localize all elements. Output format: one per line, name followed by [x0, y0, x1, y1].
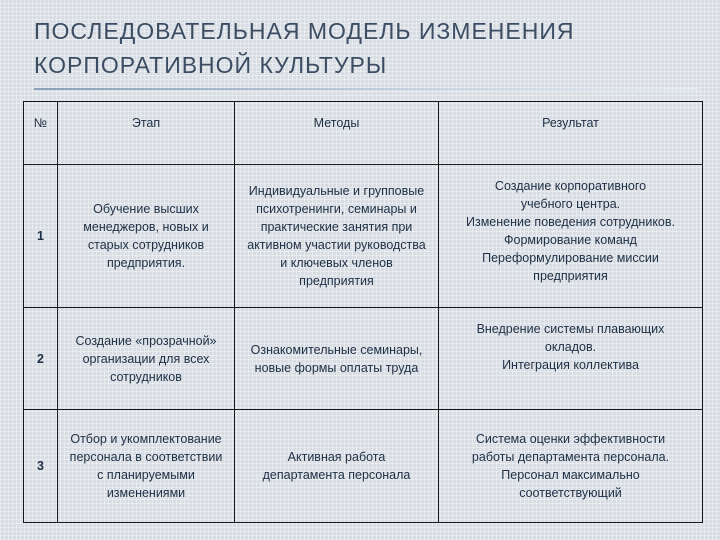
cell-line: Создание «прозрачной» [75, 333, 217, 348]
slide-title-line: КОРПОРАТИВНОЙ КУЛЬТУРЫ [34, 52, 388, 78]
header-number: № [24, 102, 58, 165]
cell-line: практические занятия при [260, 220, 413, 234]
table-row [24, 165, 703, 308]
cell-line: Переформулирование миссии [482, 251, 659, 265]
cell-line: Формирование команд [504, 233, 637, 247]
cell-line: старых сотрудников [87, 238, 205, 252]
cell-line: департамента персонала [262, 468, 411, 482]
table-row [24, 410, 703, 523]
result-cell [439, 308, 703, 410]
cell-line: Отбор и укомплектование [70, 432, 222, 446]
cell-line: новые формы оплаты труда [254, 360, 419, 375]
header-methods: Методы [235, 102, 439, 165]
row-number: 3 [24, 410, 58, 523]
table-header-row [24, 102, 703, 165]
cell-line: организации для всех [82, 351, 210, 366]
culture-change-table [23, 101, 703, 523]
header-stage: Этап [58, 102, 235, 165]
cell-line: Внедрение системы плавающих [476, 322, 665, 336]
table-row [24, 308, 703, 410]
header-result: Результат [439, 102, 703, 165]
cell-line: Обучение высших [93, 202, 199, 216]
cell-line: Индивидуальные и групповые [248, 184, 425, 198]
cell-line: Персонал максимально [501, 468, 640, 482]
title-divider [34, 88, 698, 90]
cell-line: персонала в соответствии [69, 450, 223, 464]
cell-line: изменениями [106, 486, 186, 500]
cell-line: менеджеров, новых и [83, 220, 209, 234]
row-number: 2 [24, 308, 58, 410]
stage-cell [58, 165, 235, 308]
cell-line: психотренинги, семинары и [256, 202, 417, 216]
cell-line: с планируемыми [97, 468, 195, 482]
cell-line: Система оценки эффективности [475, 432, 666, 446]
methods-cell [235, 165, 439, 308]
cell-line: Ознакомительные семинары, [250, 342, 423, 357]
cell-line: работы департамента персонала. [471, 450, 670, 464]
cell-line: и ключевых членов [280, 256, 393, 270]
cell-line: сотрудников [110, 369, 182, 384]
cell-line: предприятия [299, 274, 374, 288]
row-number: 1 [24, 165, 58, 308]
stage-cell [58, 308, 235, 410]
cell-line: предприятия. [106, 256, 186, 270]
cell-line: активном участии руководства [247, 238, 426, 252]
cell-line: предприятия [533, 269, 608, 283]
cell-line: соответствующий [519, 486, 622, 500]
cell-line: Активная работа [287, 450, 386, 464]
methods-cell [235, 308, 439, 410]
cell-line: Создание корпоративного [494, 179, 647, 193]
methods-cell [235, 410, 439, 523]
result-cell [439, 165, 703, 308]
cell-line: Изменение поведения сотрудников. [466, 215, 675, 229]
cell-line: окладов. [544, 340, 597, 354]
stage-cell [58, 410, 235, 523]
cell-line: Интеграция коллектива [502, 358, 639, 372]
result-cell [439, 410, 703, 523]
slide-title-line: ПОСЛЕДОВАТЕЛЬНАЯ МОДЕЛЬ ИЗМЕНЕНИЯ [34, 18, 575, 44]
cell-line: учебного центра. [520, 197, 621, 211]
slide-title [34, 14, 674, 82]
